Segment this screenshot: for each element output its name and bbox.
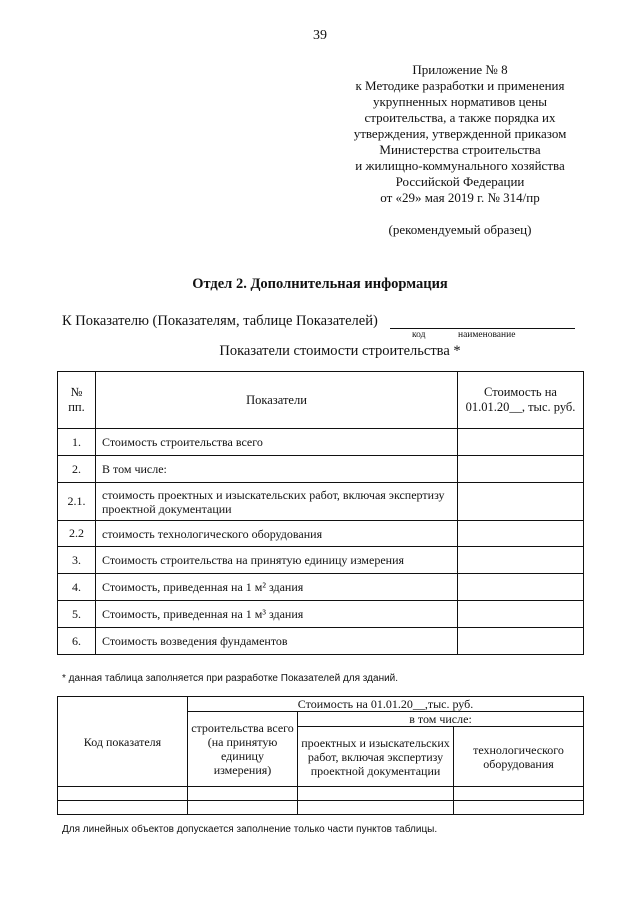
row-cost bbox=[458, 521, 584, 547]
row-indicator: Стоимость, приведенная на 1 м³ здания bbox=[96, 601, 458, 628]
appendix-line: Министерства строительства bbox=[379, 142, 541, 157]
reference-text: К Показателю (Показателям, таблице Показателей) bbox=[62, 313, 378, 329]
row-indicator: Стоимость возведения фундаментов bbox=[96, 628, 458, 655]
row-cost bbox=[458, 574, 584, 601]
empty-cell bbox=[58, 801, 188, 815]
row-num: 3. bbox=[58, 547, 96, 574]
row-num: 4. bbox=[58, 574, 96, 601]
appendix-line: утверждения, утвержденной приказом bbox=[353, 126, 567, 141]
empty-cell bbox=[188, 801, 298, 815]
reference-name-caption: наименование bbox=[458, 330, 516, 340]
empty-cell bbox=[298, 787, 454, 801]
appendix-line: к Методике разработки и применения bbox=[355, 78, 565, 93]
empty-cell bbox=[188, 787, 298, 801]
including-header: в том числе: bbox=[298, 712, 584, 727]
row-cost bbox=[458, 628, 584, 655]
table-header-row bbox=[58, 372, 584, 429]
section-title: Отдел 2. Дополнительная информация bbox=[192, 276, 448, 292]
row-num: 1. bbox=[58, 429, 96, 456]
row-cost bbox=[458, 547, 584, 574]
table-row bbox=[58, 787, 584, 801]
indicator-header: Показатели bbox=[96, 372, 458, 429]
appendix-note: (рекомендуемый образец) bbox=[388, 222, 532, 237]
empty-cell bbox=[454, 801, 584, 815]
empty-cell bbox=[58, 787, 188, 801]
table-row bbox=[58, 547, 584, 574]
row-num: 5. bbox=[58, 601, 96, 628]
empty-cell bbox=[298, 801, 454, 815]
row-indicator: стоимость проектных и изыскательских работ, включая экспертизу проектной документации bbox=[96, 483, 458, 521]
table-row bbox=[58, 456, 584, 483]
row-num: 2.2 bbox=[58, 521, 96, 547]
row-indicator: Стоимость строительства на принятую единицу измерения bbox=[96, 547, 458, 574]
appendix-line: Российской Федерации bbox=[395, 174, 525, 189]
row-cost bbox=[458, 429, 584, 456]
appendix-line: и жилищно-коммунального хозяйства bbox=[355, 158, 565, 173]
row-num: 2. bbox=[58, 456, 96, 483]
row-cost bbox=[458, 601, 584, 628]
table-row bbox=[58, 628, 584, 655]
cost-date-header: Стоимость на 01.01.20__,тыс. руб. bbox=[188, 697, 584, 712]
row-cost bbox=[458, 483, 584, 521]
row-cost bbox=[458, 456, 584, 483]
design-works-header: проектных и изыскательских работ, включая экспертизу проектной документации bbox=[298, 727, 454, 787]
reference-code-caption: код bbox=[412, 330, 426, 340]
cost-table bbox=[57, 371, 584, 655]
table-row bbox=[58, 574, 584, 601]
appendix-line: строительства, а также порядка их bbox=[364, 110, 556, 125]
table-row bbox=[58, 483, 584, 521]
table-row bbox=[58, 801, 584, 815]
row-indicator: стоимость технологического оборудования bbox=[96, 521, 458, 547]
code-table-header-row bbox=[58, 697, 584, 712]
footnote-buildings: * данная таблица заполняется при разработке Показателей для зданий. bbox=[62, 673, 399, 684]
reference-underline bbox=[390, 328, 575, 329]
appendix-line: укрупненных нормативов цены bbox=[372, 94, 548, 109]
row-num: 2.1. bbox=[58, 483, 96, 521]
row-num: 6. bbox=[58, 628, 96, 655]
footnote-linear-objects: Для линейных объектов допускается заполнение только части пунктов таблицы. bbox=[62, 824, 438, 835]
table-row bbox=[58, 429, 584, 456]
row-indicator: Стоимость, приведенная на 1 м² здания bbox=[96, 574, 458, 601]
empty-cell bbox=[454, 787, 584, 801]
cost-header: Стоимость на 01.01.20__, тыс. руб. bbox=[458, 372, 584, 429]
appendix-line: от «29» мая 2019 г. № 314/пр bbox=[380, 190, 540, 205]
code-header: Код показателя bbox=[58, 697, 188, 787]
construction-total-header: строительства всего (на принятую единицу измерения) bbox=[188, 712, 298, 787]
appendix-block bbox=[330, 62, 590, 238]
table-title: Показатели стоимости строительства * bbox=[219, 343, 461, 359]
row-indicator: Стоимость строительства всего bbox=[96, 429, 458, 456]
table-row bbox=[58, 521, 584, 547]
equipment-header: технологического оборудования bbox=[454, 727, 584, 787]
code-table bbox=[57, 696, 584, 815]
page-number: 39 bbox=[313, 28, 327, 43]
table-row bbox=[58, 601, 584, 628]
appendix-line: Приложение № 8 bbox=[412, 62, 508, 77]
row-indicator: В том числе: bbox=[96, 456, 458, 483]
num-header: № пп. bbox=[58, 372, 96, 429]
